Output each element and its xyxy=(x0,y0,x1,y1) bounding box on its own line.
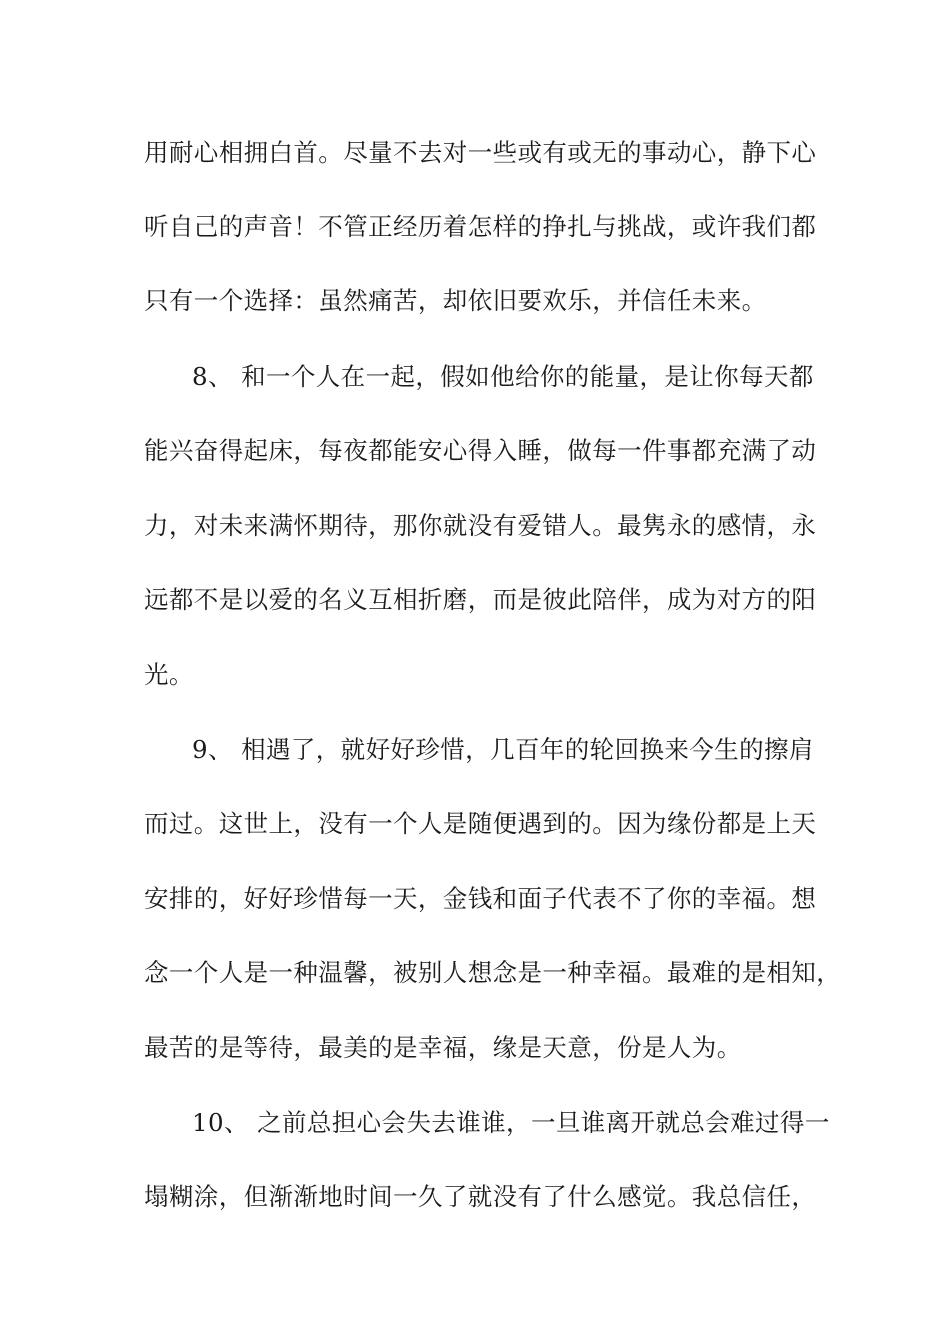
list-item-8-first-line: 8、 和一个人在一起，假如他给你的能量，是让你每天都 xyxy=(192,362,814,391)
text-line: 而过。这世上，没有一个人是随便遇到的。因为缘份都是上天 xyxy=(144,809,817,838)
text-line: 念一个人是一种温馨，被别人想念是一种幸福。最难的是相知， xyxy=(144,958,842,987)
text-line: 最苦的是等待，最美的是幸福，缘是天意，份是人为。 xyxy=(144,1033,742,1062)
text-line: 听自己的声音！不管正经历着怎样的挣扎与挑战，或许我们都 xyxy=(144,212,817,241)
text-line: 塌糊涂，但渐渐地时间一久了就没有了什么感觉。我总信任， xyxy=(144,1182,817,1211)
text-line: 安排的，好好珍惜每一天，金钱和面子代表不了你的幸福。想 xyxy=(144,884,817,913)
text-line: 用耐心相拥白首。尽量不去对一些或有或无的事动心，静下心 xyxy=(144,138,817,167)
text-line: 远都不是以爱的名义互相折磨，而是彼此陪伴，成为对方的阳 xyxy=(144,585,817,614)
text-line: 力，对未来满怀期待，那你就没有爱错人。最隽永的感情，永 xyxy=(144,511,817,540)
text-line: 只有一个选择：虽然痛苦，却依旧要欢乐，并信任未来。 xyxy=(144,286,767,315)
text-line: 能兴奋得起床，每夜都能安心得入睡，做每一件事都充满了动 xyxy=(144,436,817,465)
text-line: 光。 xyxy=(144,660,194,689)
list-item-9-first-line: 9、 相遇了，就好好珍惜，几百年的轮回换来今生的擦肩 xyxy=(192,735,814,764)
list-item-10-first-line: 10、 之前总担心会失去谁谁，一旦谁离开就总会难过得一 xyxy=(192,1108,830,1137)
